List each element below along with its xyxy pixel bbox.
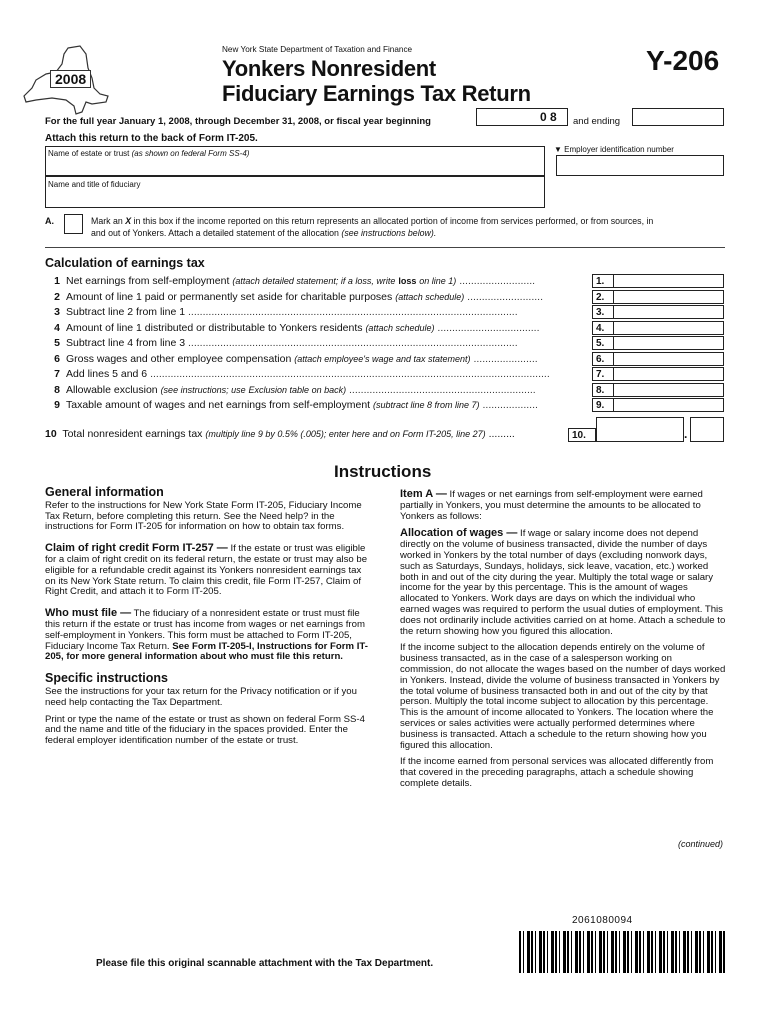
line-5-label: 5. <box>592 336 614 350</box>
line-3-amount-field[interactable] <box>614 305 724 319</box>
line-number: 5 <box>54 337 60 349</box>
line-9-label: 9. <box>592 398 614 412</box>
instructions-right-column <box>400 489 726 796</box>
barcode-number: 2061080094 <box>572 915 633 926</box>
line-dots: ................................................................ <box>349 383 536 396</box>
ein-label: ▼ Employer identification number <box>554 145 674 154</box>
line-number: 3 <box>54 306 60 318</box>
line-10-note: (multiply line 9 by 0.5% (.005); enter here and on Form IT-205, line 27) <box>205 429 486 439</box>
calc-line-8 <box>38 384 588 399</box>
claim-text: If the estate or trust was eligible for a claim of right credit on its federal return, the estate or trust may also be eligible for a refundable credit against its Yonkers nonresident earnings tax on its New York State return. To claim this credit, file Form IT-257, Claim of Right Credit, and attach it to Form IT-205. <box>45 543 368 598</box>
line-text: Subtract line 4 from line 3 <box>66 337 186 349</box>
line-10-label: 10. <box>568 428 596 442</box>
line-dots: .......................... <box>459 275 536 287</box>
calc-line-2 <box>38 291 588 306</box>
line-note: (attach detailed statement; if a loss, write <box>232 276 396 286</box>
line-6-amount-field[interactable] <box>614 352 724 366</box>
form-title-line1: Yonkers Nonresident <box>222 56 436 81</box>
item-a-checkbox[interactable] <box>64 214 83 234</box>
who-text: The fiduciary of a nonresident estate or trust must file this return if the estate or trust has income from wages or net earnings from self-employment in Yonkers. This form must be attached to Form IT-205, Fiduciary Income Tax Return. <box>45 608 365 652</box>
general-text: Refer to the instructions for New York State Form IT-205, Fiduciary Income Tax Return, before completing this return. See the Need help? in the instructions for Form IT-205 for information on how to obtain tax forms. <box>45 499 362 533</box>
line-2-label: 2. <box>592 290 614 304</box>
line-number: 1 <box>54 275 60 287</box>
line-10 <box>45 428 515 440</box>
line-text: Amount of line 1 paid or permanently set aside for charitable purposes <box>66 290 393 303</box>
line-text: Net earnings from self-employment <box>66 275 230 287</box>
instructions-left-column <box>45 487 371 753</box>
line-1-label: 1. <box>592 274 614 288</box>
line-text: Taxable amount of wages and net earnings from self-employment <box>66 399 371 411</box>
calc-line-5 <box>38 337 588 352</box>
line-dots: ...................... <box>473 352 538 365</box>
estate-name-label <box>48 149 249 158</box>
line-number: 4 <box>54 321 60 334</box>
line-text: Subtract line 2 from line 1 <box>66 306 186 318</box>
file-note: Please file this original scannable attachment with the Tax Department. <box>96 958 434 969</box>
line-dots: ................................................................................................................. <box>187 306 518 318</box>
line-2-amount-field[interactable] <box>614 290 724 304</box>
alloc-text-2: If the income subject to the allocation depends entirely on the volume of business transacted, as in the case of a salesperson working on commission, do not allocate the wages based on the number of days worked in Yonkers. Instead, divide the volume of business transacted in Yonkers by the total volume of business transacted both in and out of the city by that person. Multiply the total income subject to allocation by this percentage. This is the amount of income allocated to Yonkers. The location where the services or sales activities were actually performed determines where business is transacted. Attach a schedule to the return showing how you figured this allocation. <box>400 642 726 751</box>
claim-heading: Claim of right credit Form IT-257 — <box>45 542 228 555</box>
calc-line-7 <box>38 368 588 383</box>
item-a-text <box>91 215 731 239</box>
line-3-label: 3. <box>592 305 614 319</box>
line-9-amount-field[interactable] <box>614 398 724 412</box>
ein-field[interactable] <box>556 155 724 176</box>
tax-year: 2008 <box>50 70 91 88</box>
general-heading: General information <box>45 485 164 499</box>
line-7-amount-field[interactable] <box>614 367 724 381</box>
calc-line-6 <box>38 353 588 368</box>
tax-period-text: For the full year January 1, 2008, through December 31, 2008, or fiscal year beginning <box>45 116 431 127</box>
item-a-text-line2: and out of Yonkers. Attach a detailed statement of the allocation <box>91 228 339 238</box>
line-6-label: 6. <box>592 352 614 366</box>
calc-line-1 <box>38 275 588 290</box>
calc-line-3 <box>38 306 588 321</box>
line-number: 9 <box>54 399 60 411</box>
line-note: (attach schedule) <box>395 291 465 302</box>
fiscal-year-prefix: 0 8 <box>540 110 557 124</box>
line-7-label: 7. <box>592 367 614 381</box>
line-4-label: 4. <box>592 321 614 335</box>
line-note-bold: loss <box>398 276 417 286</box>
line-10-decimal: . <box>684 427 688 441</box>
who-heading: Who must file — <box>45 607 132 620</box>
line-10-dots: ......... <box>488 428 515 440</box>
line-number: 2 <box>54 290 60 303</box>
line-number: 6 <box>54 352 60 365</box>
line-dots: .......................... <box>467 290 544 303</box>
line-number: 8 <box>54 383 60 396</box>
line-note: (attach schedule) <box>365 322 435 333</box>
fiscal-year-end-field[interactable] <box>632 108 724 126</box>
line-note: (subtract line 8 from line 7) <box>373 400 480 410</box>
specific-text-1: See the instructions for your tax return for the Privacy notification or if you need help contacting the Tax Department. <box>45 685 357 708</box>
line-note: (attach employee's wage and tax statement) <box>294 353 471 364</box>
calc-heading: Calculation of earnings tax <box>45 256 205 270</box>
line-10-text: Total nonresident earnings tax <box>62 428 203 440</box>
line-text: Gross wages and other employee compensation <box>66 352 292 365</box>
line-dots: ................................... <box>437 321 540 334</box>
line-text: Amount of line 1 distributed or distributable to Yonkers residents <box>66 321 363 334</box>
line-dots: ................... <box>482 399 538 411</box>
line-10-number: 10 <box>45 428 57 440</box>
line-text: Allowable exclusion <box>66 383 158 396</box>
item-a-instr-text: If wages or net earnings from self-employment were earned partially in Yonkers, you must determine the amounts to be allocated to Yonkers as follows: <box>400 489 703 522</box>
alloc-heading: Allocation of wages — <box>400 527 518 540</box>
department-name: New York State Department of Taxation and Finance <box>222 45 413 54</box>
line-10-amount-field[interactable] <box>596 417 684 442</box>
line-1-amount-field[interactable] <box>614 274 724 288</box>
alloc-text-3: If the income earned from personal services was allocated differently from that covered in the preceding paragraphs, attach a schedule showing complete details. <box>400 756 714 789</box>
line-4-amount-field[interactable] <box>614 321 724 335</box>
barcode <box>519 931 727 973</box>
fiduciary-name-label: Name and title of fiduciary <box>48 180 141 189</box>
item-a-text-line2-note: (see instructions below). <box>341 228 437 238</box>
line-note-2: on line 1) <box>419 276 457 286</box>
specific-text-2: Print or type the name of the estate or trust as shown on federal Form SS-4 and the name and title of the fiduciary in the spaces provided. Enter the federal employer identification number of the estate or trust. <box>45 713 365 747</box>
line-8-amount-field[interactable] <box>614 383 724 397</box>
attach-note: Attach this return to the back of Form IT-205. <box>45 133 258 144</box>
line-8-label: 8. <box>592 383 614 397</box>
line-note: (see instructions; use <box>160 384 246 395</box>
line-10-cents-field[interactable] <box>690 417 724 442</box>
item-a-text-part2: in this box if the income reported on this return represents an allocated portion of income from services performed, or from sources, in <box>133 216 654 226</box>
calc-line-4 <box>38 322 588 337</box>
form-code: Y-206 <box>646 45 720 76</box>
item-a-instr-heading: Item A — <box>400 488 447 500</box>
instructions-title: Instructions <box>334 462 432 481</box>
continued-note: (continued) <box>678 839 724 849</box>
item-a-text-part1: Mark an <box>91 216 123 226</box>
calc-line-9 <box>38 399 588 414</box>
estate-name-label-text: Name of estate or trust <box>48 149 130 158</box>
line-dots: ......................................................................................................................................... <box>150 368 550 380</box>
and-ending-label: and ending <box>573 116 621 127</box>
estate-name-note: (as shown on federal Form SS-4) <box>131 149 250 158</box>
divider <box>45 247 725 248</box>
who-bold-text: See Form IT-205-I, Instructions for Form IT-205, for more general information about who must file this return. <box>45 640 368 663</box>
item-a-letter: A. <box>45 216 54 226</box>
line-number: 7 <box>54 368 60 380</box>
alloc-text: If wage or salary income does not depend directly on the volume of business transacted, divide the number of days worked in Yonkers by the total number of days (excluding nonwork days, such as Saturdays, Sundays, holidays, sick leave, vacation, etc.) worked both in and out of the city during the year. Multiply the total wage or salary income for the year by this percentage. This is the amount of wages allocated to Yonkers. Work days are days on which the individual who earned wages was required to perform the usual duties of employment. This does not ordinarily include activities carried on at home. Attach a schedule to the return showing how you figured this allocation. <box>400 528 726 637</box>
line-dots: ................................................................................................................. <box>187 337 518 349</box>
line-5-amount-field[interactable] <box>614 336 724 350</box>
form-title-line2: Fiduciary Earnings Tax Return <box>222 81 531 106</box>
line-note-2: Exclusion table on back) <box>248 384 347 395</box>
item-a-x-mark: X <box>125 216 132 226</box>
line-text: Add lines 5 and 6 <box>66 368 148 380</box>
specific-heading: Specific instructions <box>45 671 168 686</box>
